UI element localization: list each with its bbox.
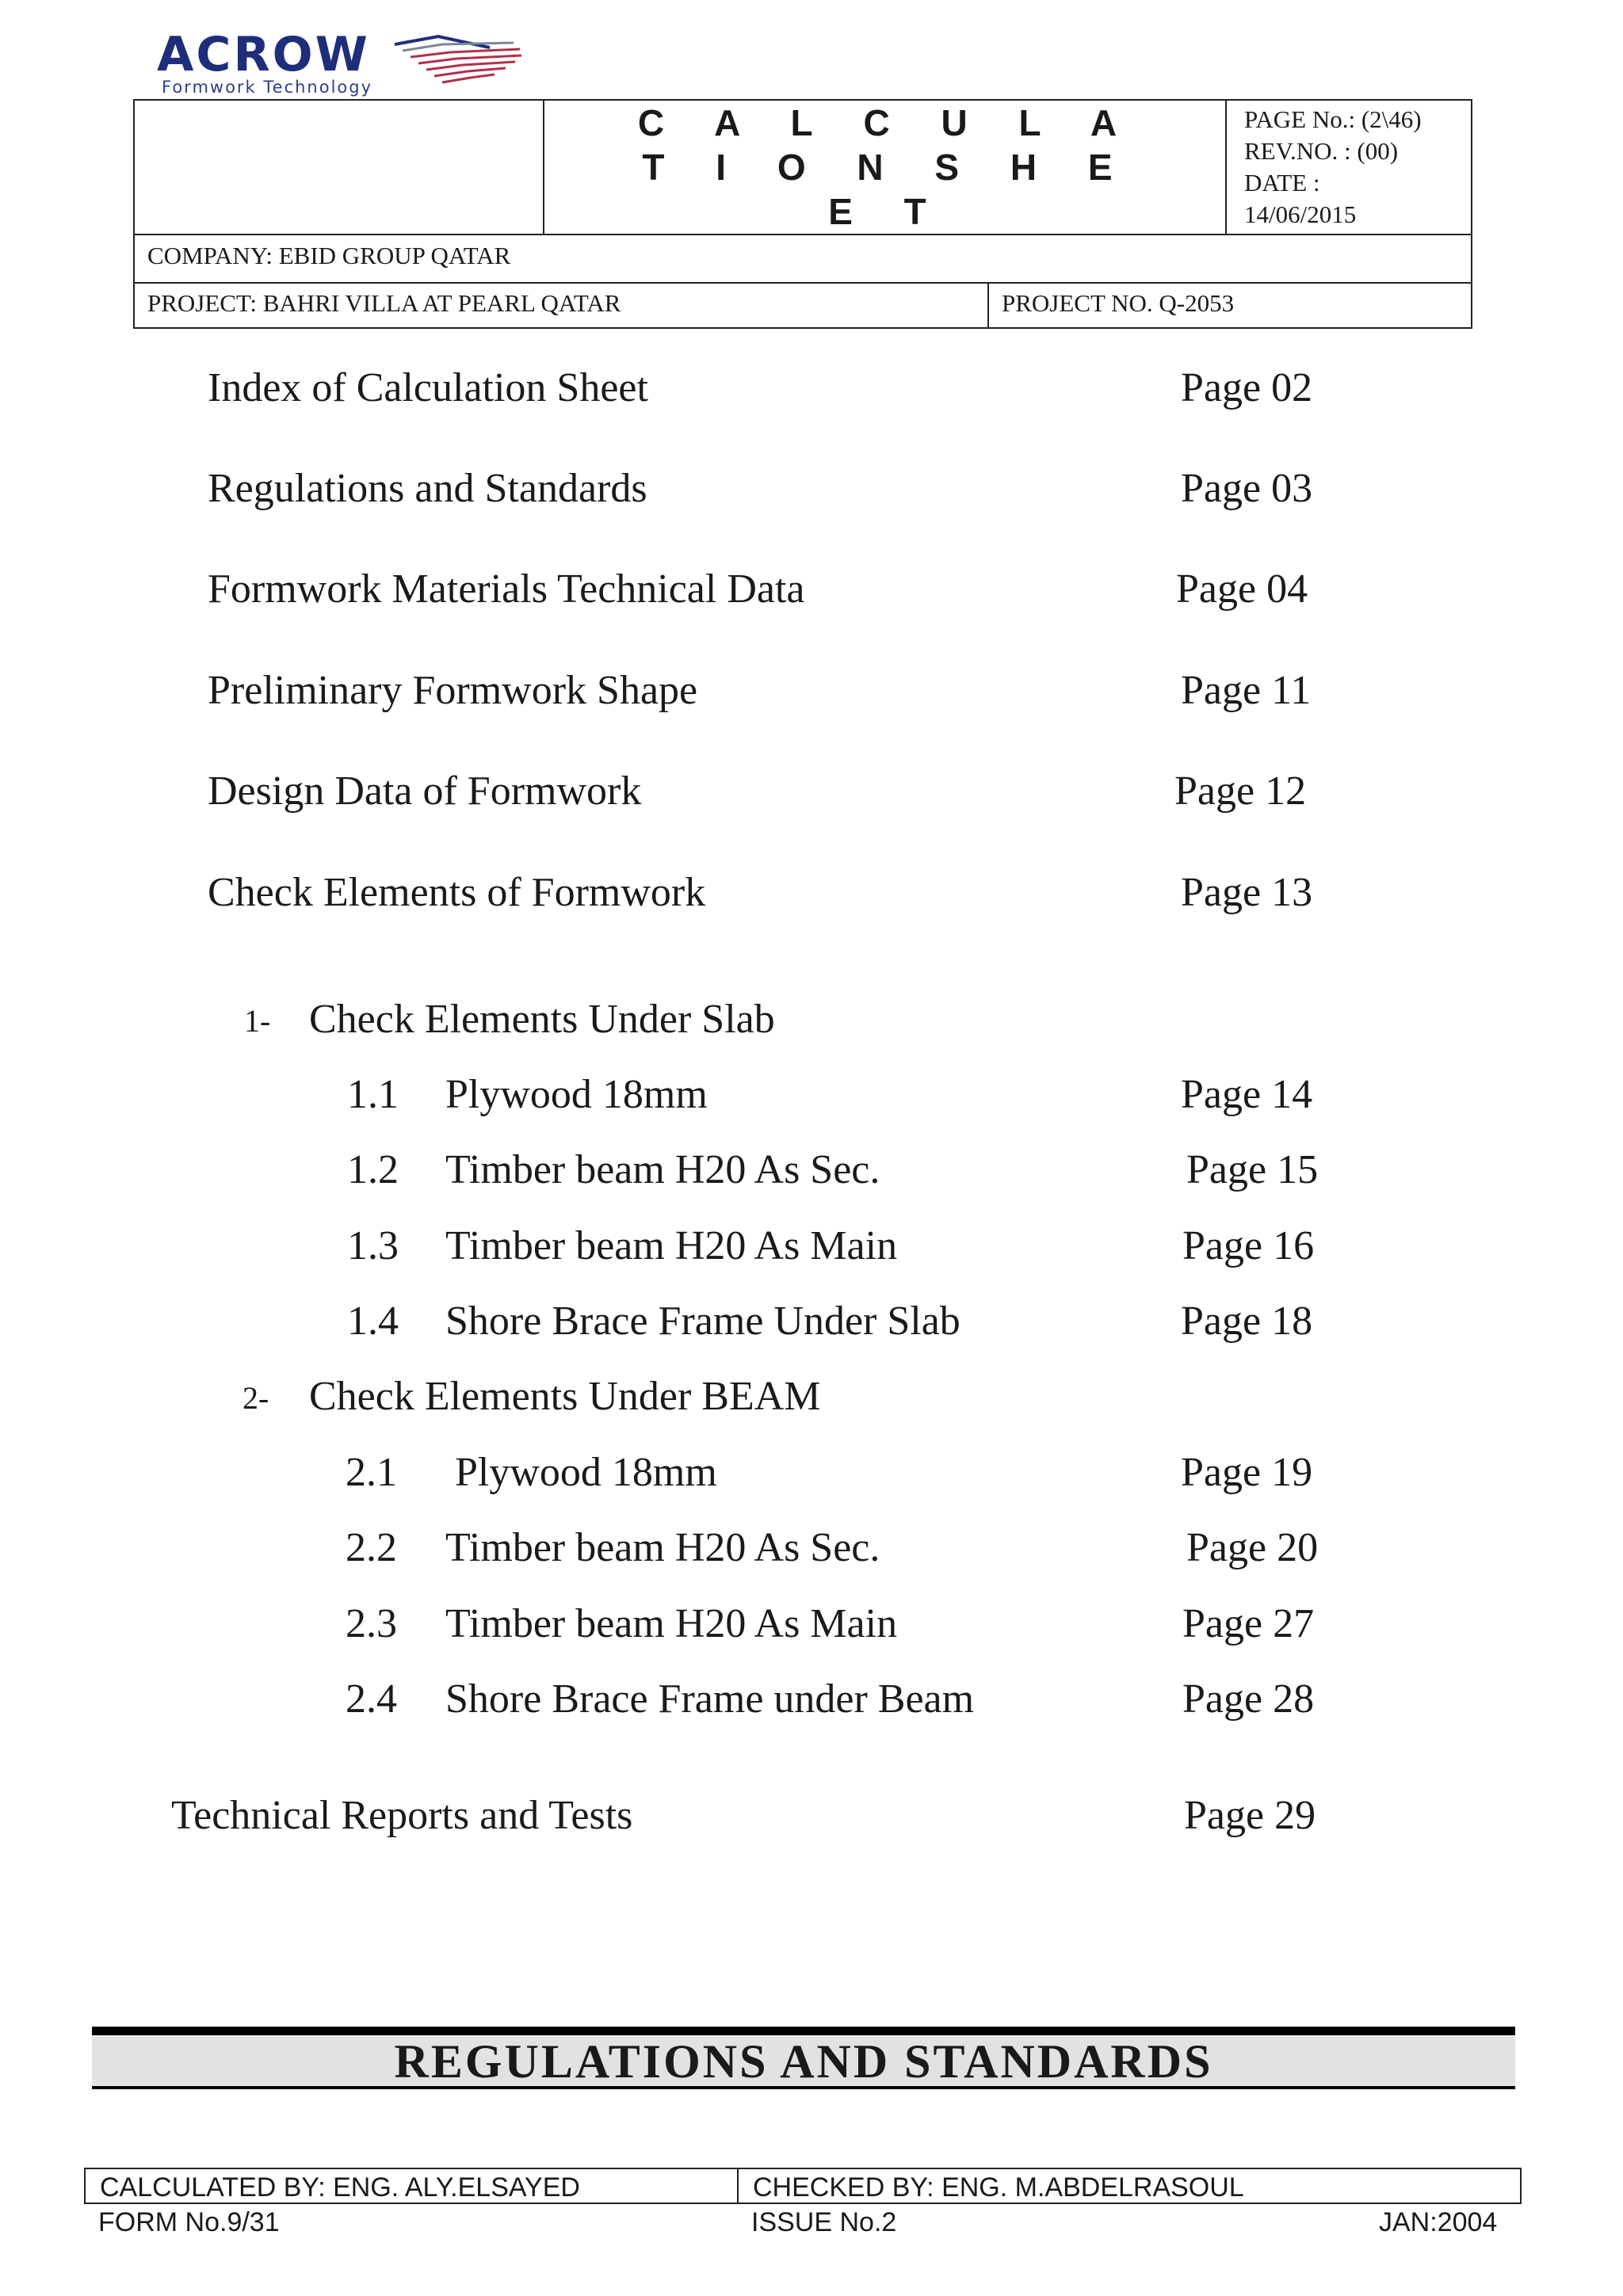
- logo-chevrons-icon: [395, 33, 529, 97]
- header-table: [133, 99, 1472, 329]
- calculation-sheet-title: C A L C U L A T I O N S H E E T: [637, 102, 1138, 232]
- index-item-title: Check Elements of Formwork: [208, 870, 706, 915]
- calculated-by: CALCULATED BY: ENG. ALY.ELSAYED: [100, 2172, 580, 2203]
- index-item-title: Technical Reports and Tests: [171, 1793, 633, 1838]
- index-item-page: Page 29: [1184, 1793, 1316, 1838]
- index-item-page: Page 03: [1181, 466, 1313, 511]
- subitem-page: Page 18: [1181, 1299, 1313, 1344]
- section-number: 2-: [242, 1380, 269, 1416]
- subitem-page: Page 15: [1186, 1147, 1319, 1192]
- subitem-number: 2.3: [346, 1601, 397, 1646]
- subitem-number: 1.3: [347, 1223, 399, 1268]
- index-item-title: Regulations and Standards: [208, 466, 647, 511]
- section-title: Check Elements Under BEAM: [309, 1374, 821, 1419]
- index-item-title: Preliminary Formwork Shape: [208, 668, 698, 713]
- issue-number: ISSUE No.2: [751, 2207, 897, 2237]
- project-name: PROJECT: BAHRI VILLA AT PEARL QATAR: [147, 289, 621, 317]
- subitem-title: Timber beam H20 As Sec.: [445, 1525, 880, 1570]
- subitem-title: Plywood 18mm: [455, 1450, 717, 1495]
- index-item-title: Index of Calculation Sheet: [208, 365, 648, 410]
- footer-signoff-table: [84, 2168, 1522, 2204]
- subitem-number: 1.1: [347, 1072, 399, 1117]
- subitem-number: 1.2: [347, 1147, 399, 1192]
- index-item-page: Page 02: [1181, 365, 1313, 410]
- form-date: JAN:2004: [1379, 2207, 1498, 2237]
- subitem-number: 2.4: [346, 1676, 397, 1722]
- index-item-page: Page 04: [1176, 566, 1308, 612]
- subitem-page: Page 16: [1182, 1223, 1315, 1268]
- logo-wordmark: ACROW: [157, 27, 370, 82]
- document-meta: [1244, 104, 1466, 231]
- index-item-page: Page 11: [1181, 668, 1312, 713]
- subitem-page: Page 14: [1181, 1072, 1313, 1117]
- date-label: DATE :: [1244, 169, 1320, 196]
- revision-number: REV.NO. : (00): [1244, 137, 1399, 165]
- page-number: PAGE No.: (2\46): [1244, 105, 1422, 133]
- index-item-page: Page 12: [1174, 769, 1307, 814]
- index-item-page: Page 13: [1181, 870, 1313, 915]
- project-number: PROJECT NO. Q-2053: [1002, 289, 1235, 317]
- subitem-number: 2.2: [346, 1525, 397, 1570]
- form-number: FORM No.9/31: [98, 2207, 280, 2237]
- logo-tagline: Formwork Technology: [162, 78, 373, 97]
- index-item-title: Design Data of Formwork: [208, 769, 642, 814]
- subitem-title: Shore Brace Frame under Beam: [445, 1676, 975, 1722]
- subitem-number: 2.1: [346, 1450, 397, 1495]
- subitem-title: Timber beam H20 As Main: [445, 1601, 898, 1646]
- subitem-page: Page 28: [1182, 1676, 1315, 1722]
- subitem-number: 1.4: [347, 1299, 399, 1344]
- subitem-title: Shore Brace Frame Under Slab: [445, 1299, 960, 1344]
- section-title: Check Elements Under Slab: [309, 997, 775, 1042]
- subitem-title: Plywood 18mm: [445, 1072, 708, 1117]
- subitem-page: Page 19: [1181, 1450, 1313, 1495]
- date-value: 14/06/2015: [1244, 200, 1357, 228]
- section-number: 1-: [244, 1003, 271, 1039]
- subitem-page: Page 20: [1186, 1525, 1319, 1570]
- index-item-title: Formwork Materials Technical Data: [208, 566, 805, 612]
- subitem-title: Timber beam H20 As Main: [445, 1223, 898, 1268]
- company-logo: [157, 29, 529, 100]
- subitem-title: Timber beam H20 As Sec.: [445, 1147, 880, 1192]
- checked-by: CHECKED BY: ENG. M.ABDELRASOUL: [753, 2172, 1244, 2203]
- company-name: COMPANY: EBID GROUP QATAR: [147, 242, 511, 269]
- regulations-banner: REGULATIONS AND STANDARDS: [92, 2037, 1515, 2089]
- subitem-page: Page 27: [1182, 1601, 1315, 1646]
